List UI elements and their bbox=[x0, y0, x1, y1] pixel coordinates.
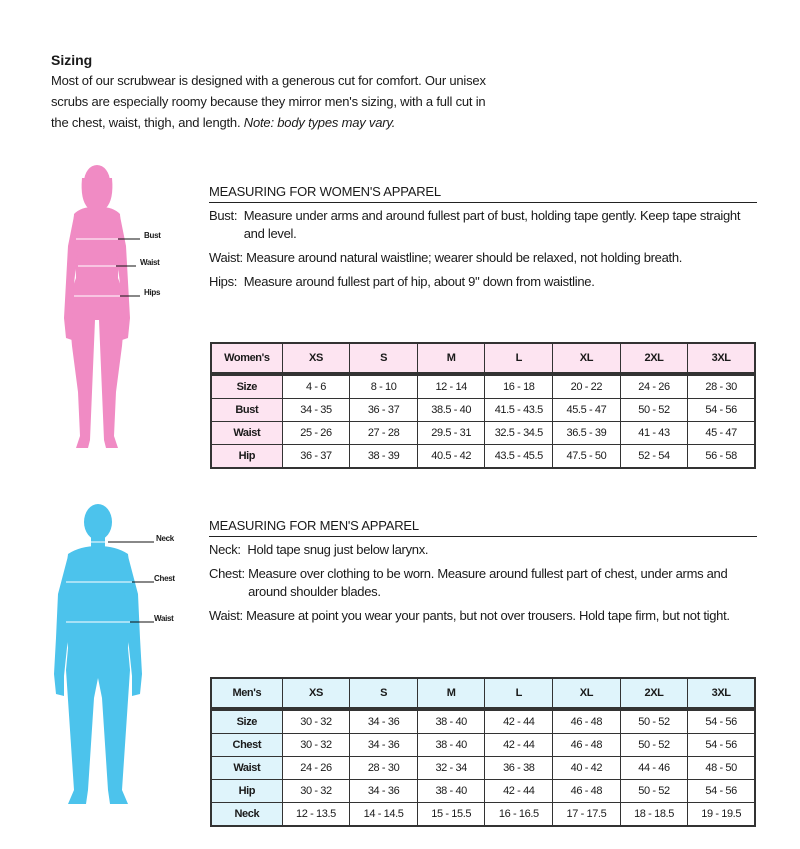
table-cell: 15 - 15.5 bbox=[418, 803, 486, 827]
table-row bbox=[210, 374, 756, 399]
chest-marker-label: Chest bbox=[154, 574, 175, 583]
table-cell: 44 - 46 bbox=[621, 757, 689, 780]
table-row-header: Size bbox=[210, 374, 283, 399]
table-cell: 46 - 48 bbox=[553, 709, 621, 734]
table-header-row bbox=[210, 342, 756, 374]
table-header-cell: XL bbox=[553, 677, 621, 709]
intro-note: Note: body types may vary. bbox=[243, 115, 396, 130]
table-cell: 4 - 6 bbox=[283, 374, 351, 399]
page-title: Sizing bbox=[51, 52, 93, 68]
table-row bbox=[210, 709, 756, 734]
men-chest-instruction bbox=[209, 565, 757, 601]
instruction-label: Chest: bbox=[209, 566, 249, 581]
intro-line-3: the chest, waist, thigh, and length. bbox=[51, 115, 241, 130]
intro-block bbox=[51, 52, 651, 133]
table-cell: 28 - 30 bbox=[350, 757, 418, 780]
table-cell: 20 - 22 bbox=[553, 374, 621, 399]
table-cell: 36 - 37 bbox=[350, 399, 418, 422]
women-waist-instruction bbox=[209, 249, 757, 267]
table-cell: 40.5 - 42 bbox=[418, 445, 486, 469]
table-cell: 34 - 36 bbox=[350, 780, 418, 803]
table-cell: 50 - 52 bbox=[621, 399, 689, 422]
table-cell: 19 - 19.5 bbox=[688, 803, 756, 827]
table-row bbox=[210, 780, 756, 803]
man-silhouette-icon bbox=[50, 498, 190, 818]
table-cell: 25 - 26 bbox=[283, 422, 351, 445]
table-header-cell: 2XL bbox=[621, 677, 689, 709]
table-header-cell: M bbox=[418, 677, 486, 709]
table-cell: 54 - 56 bbox=[688, 734, 756, 757]
table-header-cell: XL bbox=[553, 342, 621, 374]
instruction-text: Measure at point you wear your pants, but not over trousers. Hold tape firm, but not tight. bbox=[246, 608, 730, 623]
table-cell: 18 - 18.5 bbox=[621, 803, 689, 827]
instruction-text: Measure under arms and around fullest part of bust, holding tape gently. Keep tape straight and level. bbox=[243, 208, 741, 241]
table-cell: 32 - 34 bbox=[418, 757, 486, 780]
hips-marker-label: Hips bbox=[144, 288, 161, 297]
table-header-cell: L bbox=[485, 677, 553, 709]
instruction-label: Waist: bbox=[209, 608, 247, 623]
bust-marker-label: Bust bbox=[144, 231, 161, 240]
table-cell: 54 - 56 bbox=[688, 780, 756, 803]
table-cell: 38 - 40 bbox=[418, 709, 486, 734]
table-row-header: Neck bbox=[210, 803, 283, 827]
table-row bbox=[210, 803, 756, 827]
table-cell: 38 - 40 bbox=[418, 780, 486, 803]
table-cell: 45 - 47 bbox=[688, 422, 756, 445]
table-cell: 56 - 58 bbox=[688, 445, 756, 469]
table-header-row bbox=[210, 677, 756, 709]
instruction-label: Hips: bbox=[209, 274, 244, 289]
women-section-title: MEASURING FOR WOMEN'S APPAREL bbox=[209, 184, 757, 203]
table-row bbox=[210, 422, 756, 445]
table-cell: 38 - 39 bbox=[350, 445, 418, 469]
intro-line-1: Most of our scrubwear is designed with a generous cut for comfort. Our unisex bbox=[51, 73, 486, 88]
table-cell: 36.5 - 39 bbox=[553, 422, 621, 445]
table-row-header: Hip bbox=[210, 445, 283, 469]
table-cell: 30 - 32 bbox=[283, 780, 351, 803]
table-row-header: Waist bbox=[210, 422, 283, 445]
table-cell: 40 - 42 bbox=[553, 757, 621, 780]
table-row-header: Bust bbox=[210, 399, 283, 422]
instruction-label: Neck: bbox=[209, 542, 248, 557]
table-header-cell: M bbox=[418, 342, 486, 374]
table-cell: 54 - 56 bbox=[688, 399, 756, 422]
women-measuring-section bbox=[209, 184, 757, 297]
table-row bbox=[210, 399, 756, 422]
table-row bbox=[210, 757, 756, 780]
table-row bbox=[210, 445, 756, 469]
table-cell: 27 - 28 bbox=[350, 422, 418, 445]
table-cell: 42 - 44 bbox=[485, 780, 553, 803]
table-cell: 34 - 36 bbox=[350, 709, 418, 734]
waist-marker-label: Waist bbox=[140, 258, 160, 267]
men-waist-instruction bbox=[209, 607, 757, 625]
table-cell: 42 - 44 bbox=[485, 709, 553, 734]
women-figure bbox=[60, 160, 170, 460]
table-cell: 38 - 40 bbox=[418, 734, 486, 757]
table-header-cell: XS bbox=[283, 342, 351, 374]
table-cell: 47.5 - 50 bbox=[553, 445, 621, 469]
table-cell: 54 - 56 bbox=[688, 709, 756, 734]
table-cell: 34 - 36 bbox=[350, 734, 418, 757]
neck-marker-label: Neck bbox=[156, 534, 174, 543]
instruction-label: Bust: bbox=[209, 208, 244, 223]
table-cell: 30 - 32 bbox=[283, 709, 351, 734]
men-figure bbox=[50, 498, 190, 818]
table-cell: 16 - 18 bbox=[485, 374, 553, 399]
table-cell: 24 - 26 bbox=[283, 757, 351, 780]
waist-marker-label: Waist bbox=[154, 614, 174, 623]
instruction-text: Measure around fullest part of hip, about 9" down from waistline. bbox=[243, 274, 595, 289]
table-cell: 14 - 14.5 bbox=[350, 803, 418, 827]
table-cell: 45.5 - 47 bbox=[553, 399, 621, 422]
woman-silhouette-icon bbox=[60, 160, 170, 460]
table-cell: 28 - 30 bbox=[688, 374, 756, 399]
men-neck-instruction bbox=[209, 541, 757, 559]
table-cell: 43.5 - 45.5 bbox=[485, 445, 553, 469]
table-header-cell: 3XL bbox=[688, 342, 756, 374]
table-cell: 16 - 16.5 bbox=[485, 803, 553, 827]
table-row-header: Waist bbox=[210, 757, 283, 780]
table-cell: 36 - 38 bbox=[485, 757, 553, 780]
table-row bbox=[210, 734, 756, 757]
table-header-cell: Men's bbox=[210, 677, 283, 709]
intro-line-2: scrubs are especially roomy because they mirror men's sizing, with a full cut in bbox=[51, 94, 486, 109]
men-measuring-section bbox=[209, 518, 757, 631]
women-hips-instruction bbox=[209, 273, 757, 291]
table-cell: 34 - 35 bbox=[283, 399, 351, 422]
table-cell: 24 - 26 bbox=[621, 374, 689, 399]
women-size-table bbox=[210, 342, 756, 469]
table-cell: 32.5 - 34.5 bbox=[485, 422, 553, 445]
table-row-header: Chest bbox=[210, 734, 283, 757]
instruction-text: Measure over clothing to be worn. Measure around fullest part of chest, under arms and around shoulder blades. bbox=[248, 566, 728, 599]
instruction-text: Measure around natural waistline; wearer should be relaxed, not holding breath. bbox=[246, 250, 683, 265]
table-cell: 41.5 - 43.5 bbox=[485, 399, 553, 422]
table-cell: 29.5 - 31 bbox=[418, 422, 486, 445]
table-cell: 50 - 52 bbox=[621, 780, 689, 803]
table-cell: 42 - 44 bbox=[485, 734, 553, 757]
table-cell: 36 - 37 bbox=[283, 445, 351, 469]
table-row-header: Hip bbox=[210, 780, 283, 803]
table-cell: 48 - 50 bbox=[688, 757, 756, 780]
table-header-cell: 3XL bbox=[688, 677, 756, 709]
table-row-header: Size bbox=[210, 709, 283, 734]
men-section-title: MEASURING FOR MEN'S APPAREL bbox=[209, 518, 757, 537]
men-size-table bbox=[210, 677, 756, 827]
table-header-cell: 2XL bbox=[621, 342, 689, 374]
table-cell: 12 - 13.5 bbox=[283, 803, 351, 827]
table-cell: 38.5 - 40 bbox=[418, 399, 486, 422]
table-cell: 52 - 54 bbox=[621, 445, 689, 469]
table-cell: 50 - 52 bbox=[621, 734, 689, 757]
instruction-text: Hold tape snug just below larynx. bbox=[247, 542, 429, 557]
table-cell: 41 - 43 bbox=[621, 422, 689, 445]
table-cell: 46 - 48 bbox=[553, 780, 621, 803]
table-header-cell: Women's bbox=[210, 342, 283, 374]
intro-text bbox=[51, 70, 651, 133]
table-cell: 17 - 17.5 bbox=[553, 803, 621, 827]
table-header-cell: L bbox=[485, 342, 553, 374]
instruction-label: Waist: bbox=[209, 250, 247, 265]
table-cell: 46 - 48 bbox=[553, 734, 621, 757]
women-bust-instruction bbox=[209, 207, 757, 243]
table-cell: 30 - 32 bbox=[283, 734, 351, 757]
table-cell: 50 - 52 bbox=[621, 709, 689, 734]
table-header-cell: S bbox=[350, 342, 418, 374]
table-cell: 8 - 10 bbox=[350, 374, 418, 399]
table-header-cell: S bbox=[350, 677, 418, 709]
table-header-cell: XS bbox=[283, 677, 351, 709]
table-cell: 12 - 14 bbox=[418, 374, 486, 399]
